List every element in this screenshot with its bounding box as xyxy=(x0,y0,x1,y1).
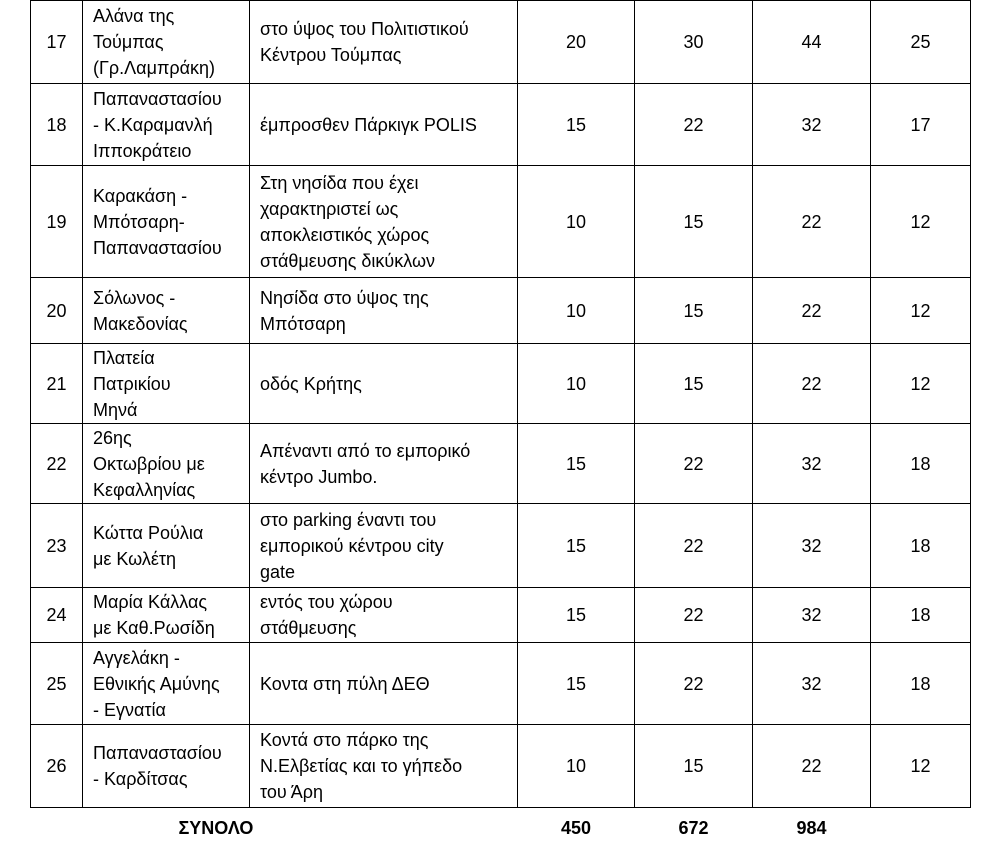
value-cell-1: 10 xyxy=(518,725,635,808)
description-cell: Κοντα στη πύλη ΔΕΘ xyxy=(250,643,518,725)
total-value-1: 450 xyxy=(560,818,592,838)
value-cell-2: 22 xyxy=(635,504,753,588)
description-cell: Στη νησίδα που έχει χαρακτηριστεί ως αποκλειστικός χώρος στάθμευσης δικύκλων xyxy=(250,166,518,278)
value-cell-1: 10 xyxy=(518,278,635,344)
table-row xyxy=(31,1,971,84)
table-row xyxy=(31,643,971,725)
value-cell-3: 32 xyxy=(753,424,871,504)
stations-table xyxy=(30,0,971,848)
description-cell: έμπροσθεν Πάρκιγκ POLIS xyxy=(250,84,518,166)
total-value-2: 672 xyxy=(678,818,709,838)
location-cell: Παπαναστασίου - Καρδίτσας xyxy=(83,725,250,808)
value-cell-4: 12 xyxy=(871,278,971,344)
row-number: 17 xyxy=(31,1,83,84)
description-cell: στο ύψος του Πολιτιστικού Κέντρου Τούμπας xyxy=(250,1,518,84)
table-row xyxy=(31,166,971,278)
description-cell: Νησίδα στο ύψος της Μπότσαρη xyxy=(250,278,518,344)
value-cell-1: 15 xyxy=(518,588,635,643)
row-number: 23 xyxy=(31,504,83,588)
description-cell: στο parking έναντι του εμπορικού κέντρου city gate xyxy=(250,504,518,588)
value-cell-2: 30 xyxy=(635,1,753,84)
location-cell: Καρακάση - Μπότσαρη- Παπαναστασίου xyxy=(83,166,250,278)
value-cell-3: 32 xyxy=(753,643,871,725)
value-cell-1: 20 xyxy=(518,1,635,84)
value-cell-4: 18 xyxy=(871,643,971,725)
value-cell-2: 15 xyxy=(635,166,753,278)
description-cell: οδός Κρήτης xyxy=(250,344,518,424)
value-cell-3: 44 xyxy=(753,1,871,84)
table-row xyxy=(31,278,971,344)
location-cell: Μαρία Κάλλας με Καθ.Ρωσίδη xyxy=(83,588,250,643)
table-row xyxy=(31,725,971,808)
value-cell-2: 22 xyxy=(635,588,753,643)
value-cell-3: 22 xyxy=(753,725,871,808)
total-empty-cell xyxy=(31,808,83,849)
value-cell-2: 22 xyxy=(635,424,753,504)
description-cell: εντός του χώρου στάθμευσης xyxy=(250,588,518,643)
value-cell-3: 32 xyxy=(753,504,871,588)
value-cell-2: 15 xyxy=(635,344,753,424)
total-value-3: 984 xyxy=(796,818,827,838)
value-cell-3: 22 xyxy=(753,166,871,278)
value-cell-3: 22 xyxy=(753,278,871,344)
description-cell: Απέναντι από το εμπορικό κέντρο Jumbo. xyxy=(250,424,518,504)
total-label: ΣΥΝΟΛΟ xyxy=(178,818,254,838)
value-cell-2: 22 xyxy=(635,643,753,725)
row-number: 18 xyxy=(31,84,83,166)
table-row xyxy=(31,424,971,504)
row-number: 21 xyxy=(31,344,83,424)
value-cell-4: 12 xyxy=(871,725,971,808)
value-cell-3: 22 xyxy=(753,344,871,424)
location-cell: Αγγελάκη - Εθνικής Αμύνης - Εγνατία xyxy=(83,643,250,725)
total-empty-cell xyxy=(871,808,971,849)
table-row xyxy=(31,84,971,166)
total-row xyxy=(31,808,971,849)
value-cell-4: 18 xyxy=(871,588,971,643)
value-cell-1: 15 xyxy=(518,84,635,166)
location-cell: 26ης Οκτωβρίου με Κεφαλληνίας xyxy=(83,424,250,504)
location-cell: Πλατεία Πατρικίου Μηνά xyxy=(83,344,250,424)
row-number: 26 xyxy=(31,725,83,808)
value-cell-2: 22 xyxy=(635,84,753,166)
value-cell-4: 18 xyxy=(871,504,971,588)
value-cell-1: 10 xyxy=(518,166,635,278)
value-cell-4: 17 xyxy=(871,84,971,166)
value-cell-4: 25 xyxy=(871,1,971,84)
value-cell-4: 12 xyxy=(871,344,971,424)
value-cell-4: 12 xyxy=(871,166,971,278)
value-cell-1: 15 xyxy=(518,424,635,504)
location-cell: Κώττα Ρούλια με Κωλέτη xyxy=(83,504,250,588)
value-cell-2: 15 xyxy=(635,278,753,344)
row-number: 19 xyxy=(31,166,83,278)
row-number: 25 xyxy=(31,643,83,725)
row-number: 22 xyxy=(31,424,83,504)
value-cell-1: 10 xyxy=(518,344,635,424)
value-cell-3: 32 xyxy=(753,588,871,643)
row-number: 24 xyxy=(31,588,83,643)
value-cell-3: 32 xyxy=(753,84,871,166)
value-cell-1: 15 xyxy=(518,504,635,588)
value-cell-4: 18 xyxy=(871,424,971,504)
table-row xyxy=(31,588,971,643)
value-cell-1: 15 xyxy=(518,643,635,725)
table-row xyxy=(31,344,971,424)
table-row xyxy=(31,504,971,588)
row-number: 20 xyxy=(31,278,83,344)
location-cell: Αλάνα της Τούμπας (Γρ.Λαμπράκη) xyxy=(83,1,250,84)
description-cell: Κοντά στο πάρκο της Ν.Ελβετίας και το γήπεδο του Άρη xyxy=(250,725,518,808)
location-cell: Σόλωνος - Μακεδονίας xyxy=(83,278,250,344)
value-cell-2: 15 xyxy=(635,725,753,808)
location-cell: Παπαναστασίου - Κ.Καραμανλή Ιπποκράτειο xyxy=(83,84,250,166)
